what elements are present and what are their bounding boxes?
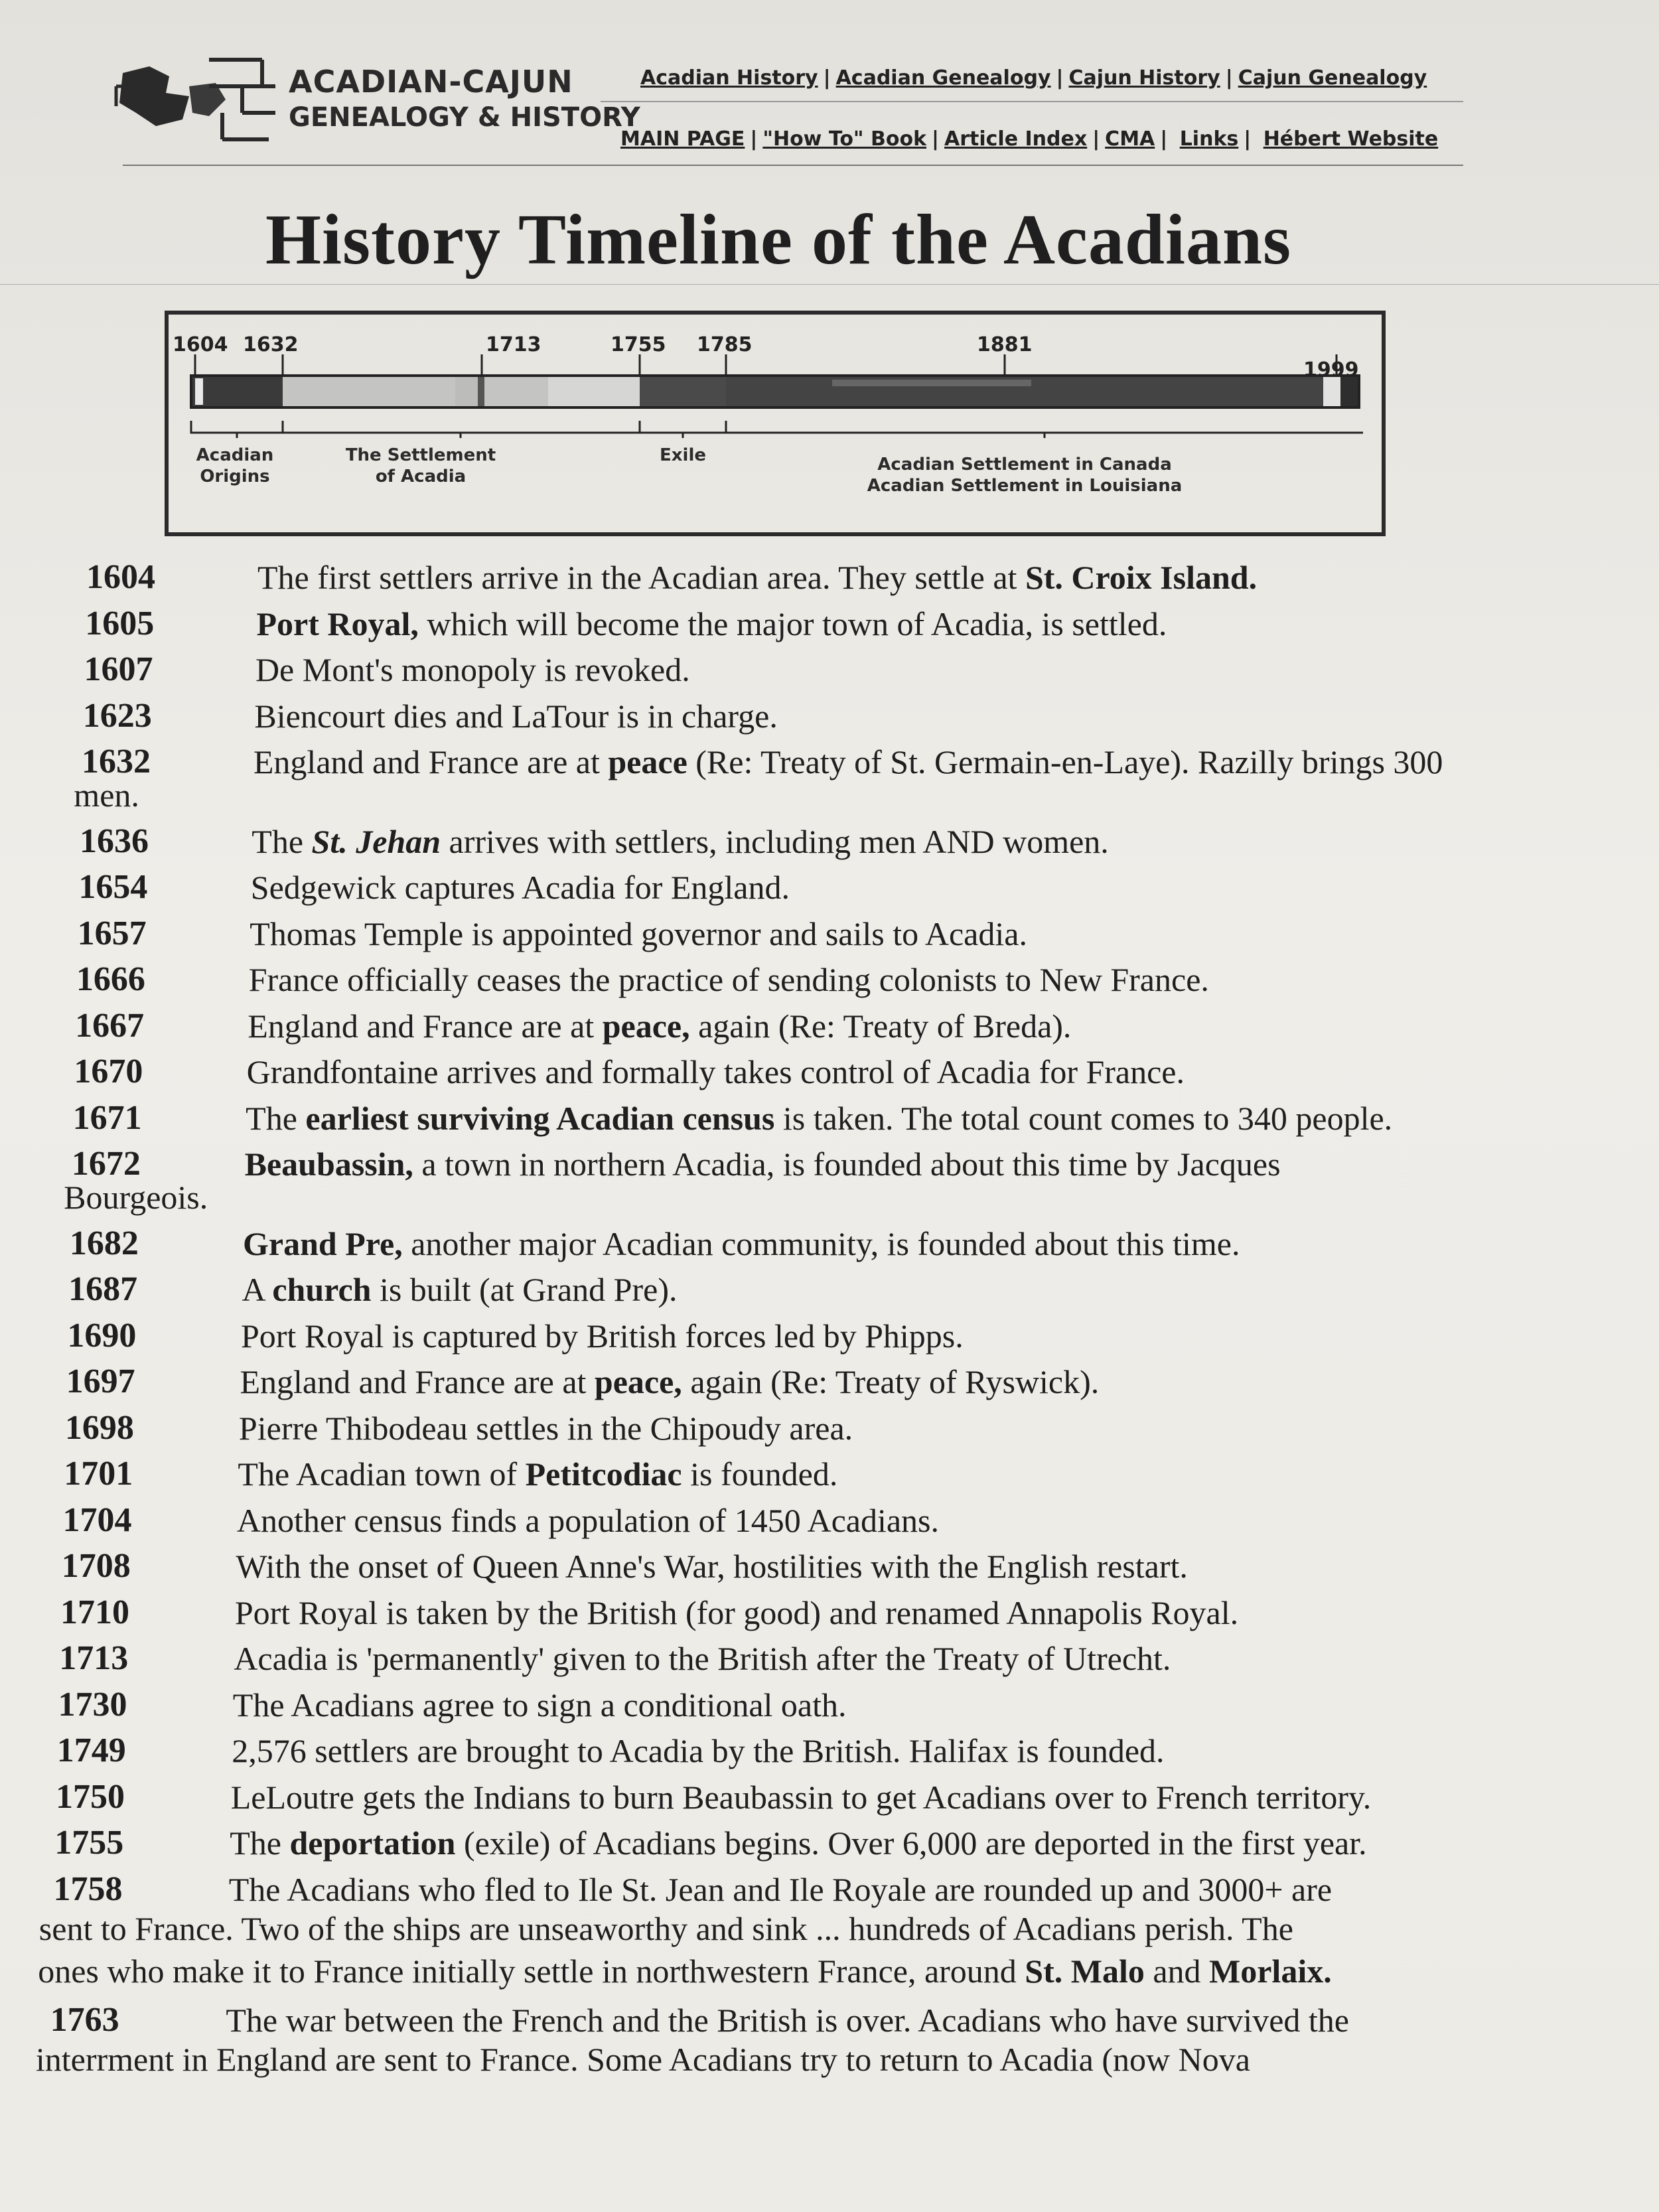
bold-text: Beaubassin, [244, 1145, 413, 1183]
entry-description [238, 1454, 837, 1494]
nav-link-cajun-history[interactable]: Cajun History [1068, 66, 1220, 90]
entry-year: 1604 [86, 558, 155, 596]
entry-description [229, 1870, 1332, 1909]
entry-description [235, 1593, 1238, 1633]
nav-link-how-to-book[interactable]: "How To" Book [762, 127, 927, 151]
entry-text: (exile) of Acadians begins. Over 6,000 are deported in the first year. [455, 1824, 1367, 1862]
entry-text: ones who make it to France initially settle in northwestern France, around [38, 1953, 1025, 1990]
entry-description [232, 1731, 1164, 1771]
entry-year: 1704 [62, 1501, 132, 1539]
entry-text: Port Royal is taken by the British (for good) and renamed Annapolis Royal. [234, 1593, 1239, 1631]
entry-year: 1750 [56, 1777, 125, 1816]
entry-description [255, 650, 690, 690]
entry-continuation [39, 1909, 1293, 1949]
entry-year: 1636 [80, 822, 149, 860]
entry-text: Port Royal is captured by British forces led by Phipps. [240, 1317, 964, 1355]
nav-link-acadian-history[interactable]: Acadian History [640, 66, 818, 90]
timeline-year: 1632 [243, 333, 299, 356]
entry-text: again (Re: Treaty of Ryswick). [682, 1363, 1100, 1401]
entry-year: 1667 [75, 1006, 145, 1045]
nav-link-acadian-genealogy[interactable]: Acadian Genealogy [835, 66, 1051, 90]
entry-text: arrives with settlers, including men AND women. [441, 822, 1109, 860]
entry-description [249, 960, 1209, 999]
bold-text: peace [608, 743, 687, 780]
entry-description [245, 1144, 1281, 1184]
entry-year: 1666 [76, 960, 145, 999]
bold-text: Morlaix. [1209, 1953, 1332, 1990]
bold-text: St. Malo [1025, 1953, 1145, 1990]
entry-year: 1755 [54, 1824, 124, 1862]
logo-subtitle: GENEALOGY & HISTORY [289, 102, 640, 133]
entry-year: 1708 [61, 1547, 131, 1585]
entry-year: 1671 [72, 1098, 142, 1137]
bold-text: Grand Pre, [243, 1224, 403, 1262]
entry-description [248, 1006, 1071, 1046]
entry-year: 1713 [59, 1639, 129, 1678]
entry-description [241, 1316, 964, 1356]
entry-text: England and France are at [240, 1363, 595, 1401]
entry-year: 1632 [82, 743, 151, 780]
entry-text: Sedgewick captures Acadia for England. [250, 869, 790, 907]
bold-text: St. Croix Island. [1025, 559, 1258, 596]
entry-text: The [246, 1099, 306, 1137]
bold-text: Port Royal, [256, 605, 419, 642]
entry-text: Another census finds a population of 1450 Acadians. [236, 1501, 940, 1539]
entry-description [239, 1408, 853, 1448]
entry-description [236, 1546, 1188, 1586]
entry-year: 1710 [60, 1593, 129, 1631]
entry-text: The Acadian town of [238, 1455, 526, 1493]
nav-row-topics: Acadian History | Acadian Genealogy | Cajun History | Cajun Genealogy [640, 66, 1427, 90]
entry-text: is built (at Grand Pre). [371, 1271, 678, 1309]
entry-year: 1654 [78, 868, 148, 907]
timeline-bar [169, 315, 1382, 532]
entry-description [242, 1270, 677, 1309]
entry-description [256, 604, 1167, 644]
entry-description [254, 696, 777, 736]
entry-description [257, 557, 1257, 597]
entry-text: Pierre Thibodeau settles in the Chipoudy area. [238, 1409, 853, 1447]
nav-link-main-page[interactable]: MAIN PAGE [620, 127, 745, 151]
nav-link-links[interactable]: Links [1179, 127, 1239, 151]
entry-text: again (Re: Treaty of Breda). [689, 1007, 1072, 1045]
entry-text: With the onset of Queen Anne's War, hostilities with the English restart. [236, 1548, 1188, 1585]
entry-text: The [252, 822, 312, 860]
entry-text: Thomas Temple is appointed governor and sails to Acadia. [250, 915, 1027, 952]
entry-description [252, 822, 1109, 861]
timeline-year: 1604 [173, 333, 228, 356]
entry-year: 1657 [77, 914, 147, 952]
entry-year: 1701 [64, 1455, 133, 1493]
logo-map-icon [109, 46, 282, 146]
timeline-label-exile: Exile [660, 445, 706, 465]
timeline-year: 1999 [1303, 358, 1359, 382]
entry-continuation: Bourgeois. [64, 1178, 208, 1216]
entry-year: 1623 [82, 696, 152, 735]
bold-text: earliest surviving Acadian census [305, 1099, 775, 1137]
entry-description [240, 1362, 1099, 1402]
nav-link-hebert-website[interactable]: Hébert Website [1263, 127, 1439, 151]
timeline-year: 1713 [486, 333, 541, 356]
entry-text: sent to France. Two of the ships are unseaworthy and sink ... hundreds of Acadians perish. The [38, 1910, 1293, 1948]
entry-text: which will become the major town of Acadia, is settled. [418, 605, 1167, 642]
logo-title: ACADIAN-CAJUN [289, 64, 573, 100]
entry-text: a town in northern Acadia, is founded about this time by Jacques [413, 1145, 1281, 1183]
nav-divider [601, 101, 1463, 102]
entry-text: The Acadians agree to sign a conditional oath. [232, 1686, 847, 1724]
entry-text: Acadia is 'permanently' given to the British after the Treaty of Utrecht. [234, 1640, 1171, 1678]
entry-text: and [1144, 1953, 1210, 1990]
entry-description [230, 1823, 1366, 1863]
header-divider [123, 165, 1463, 166]
nav-link-cma[interactable]: CMA [1105, 127, 1155, 151]
entry-year: 1607 [84, 650, 153, 688]
entry-description [246, 1098, 1392, 1138]
entry-description [253, 742, 1443, 782]
bold-text: St. Jehan [311, 822, 441, 860]
entry-text: (Re: Treaty of St. Germain-en-Laye). Razilly brings 300 [687, 743, 1443, 780]
bold-text: peace, [602, 1007, 690, 1045]
entry-description [237, 1501, 939, 1540]
entry-year: 1682 [69, 1224, 139, 1262]
timeline-label-resettlement: Acadian Settlement in Canada Acadian Settlement in Louisiana [867, 455, 1183, 496]
entry-text: France officially ceases the practice of sending colonists to New France. [248, 961, 1209, 999]
entry-text: England and France are at [253, 743, 609, 780]
entry-text: Biencourt dies and LaTour is in charge. [254, 697, 778, 735]
entry-year: 1758 [53, 1870, 123, 1908]
timeline-year: 1755 [611, 333, 666, 356]
timeline-year: 1785 [697, 333, 753, 356]
timeline-label-origins: Acadian Origins [196, 445, 274, 486]
entry-text: A [242, 1271, 273, 1309]
timeline-label-settlement: The Settlement of Acadia [345, 445, 496, 486]
bold-text: church [272, 1271, 372, 1309]
entry-text: is founded. [682, 1455, 838, 1493]
entry-year: 1687 [68, 1270, 138, 1309]
site-logo[interactable] [109, 41, 640, 147]
bold-text: peace, [594, 1363, 682, 1401]
nav-link-cajun-genealogy[interactable]: Cajun Genealogy [1238, 66, 1427, 90]
entry-text: another major Acadian community, is founded about this time. [402, 1224, 1240, 1262]
entry-description [233, 1685, 847, 1725]
entry-text: Grandfontaine arrives and formally takes control of Acadia for France. [246, 1053, 1185, 1091]
entry-year: 1690 [67, 1316, 137, 1355]
entry-description [247, 1052, 1185, 1092]
entry-text: De Mont's monopoly is revoked. [255, 651, 690, 688]
bold-text: deportation [289, 1824, 456, 1862]
entry-year: 1763 [50, 2000, 119, 2039]
entry-year: 1749 [56, 1732, 126, 1770]
entry-description [243, 1224, 1240, 1264]
entry-year: 1697 [66, 1363, 135, 1401]
entry-year: 1672 [71, 1145, 141, 1183]
entry-year: 1670 [74, 1053, 143, 1091]
entry-text: LeLoutre gets the Indians to burn Beaubassin to get Acadians over to French territory. [230, 1778, 1372, 1816]
entry-text: is taken. The total count comes to 340 people. [774, 1099, 1393, 1137]
entry-description [231, 1777, 1372, 1817]
timeline-year: 1881 [977, 333, 1033, 356]
entry-text: interrment in England are sent to France. Some Acadians try to return to Acadia (now Nova [35, 2041, 1250, 2079]
bold-text: Petitcodiac [525, 1455, 682, 1493]
entry-text: The first settlers arrive in the Acadian area. They settle at [257, 559, 1025, 596]
page-title: History Timeline of the Acadians [265, 200, 1292, 279]
entry-continuation [38, 1951, 1332, 1991]
entry-year: 1730 [58, 1685, 127, 1724]
entry-continuation [36, 2039, 1250, 2079]
entry-text: 2,576 settlers are brought to Acadia by the British. Halifax is founded. [232, 1732, 1165, 1770]
entry-description [250, 914, 1027, 954]
timeline-figure [165, 311, 1386, 536]
entry-text: England and France are at [248, 1007, 603, 1045]
entry-year: 1605 [85, 604, 155, 642]
nav-row-main: MAIN PAGE | "How To" Book | Article Index | CMA | Links | Hébert Website [620, 127, 1439, 151]
nav-link-article-index[interactable]: Article Index [944, 127, 1088, 151]
entry-description [234, 1639, 1171, 1678]
title-divider [0, 284, 1659, 285]
entry-description [226, 2000, 1349, 2040]
entry-text: The [230, 1824, 290, 1862]
entry-year: 1698 [64, 1408, 134, 1447]
entry-continuation: men. [74, 776, 139, 814]
entry-text: The war between the French and the British is over. Acadians who have survived the [226, 2001, 1349, 2039]
entry-description [251, 867, 790, 907]
entry-text: The Acadians who fled to Ile St. Jean and Ile Royale are rounded up and 3000+ are [228, 1870, 1333, 1908]
